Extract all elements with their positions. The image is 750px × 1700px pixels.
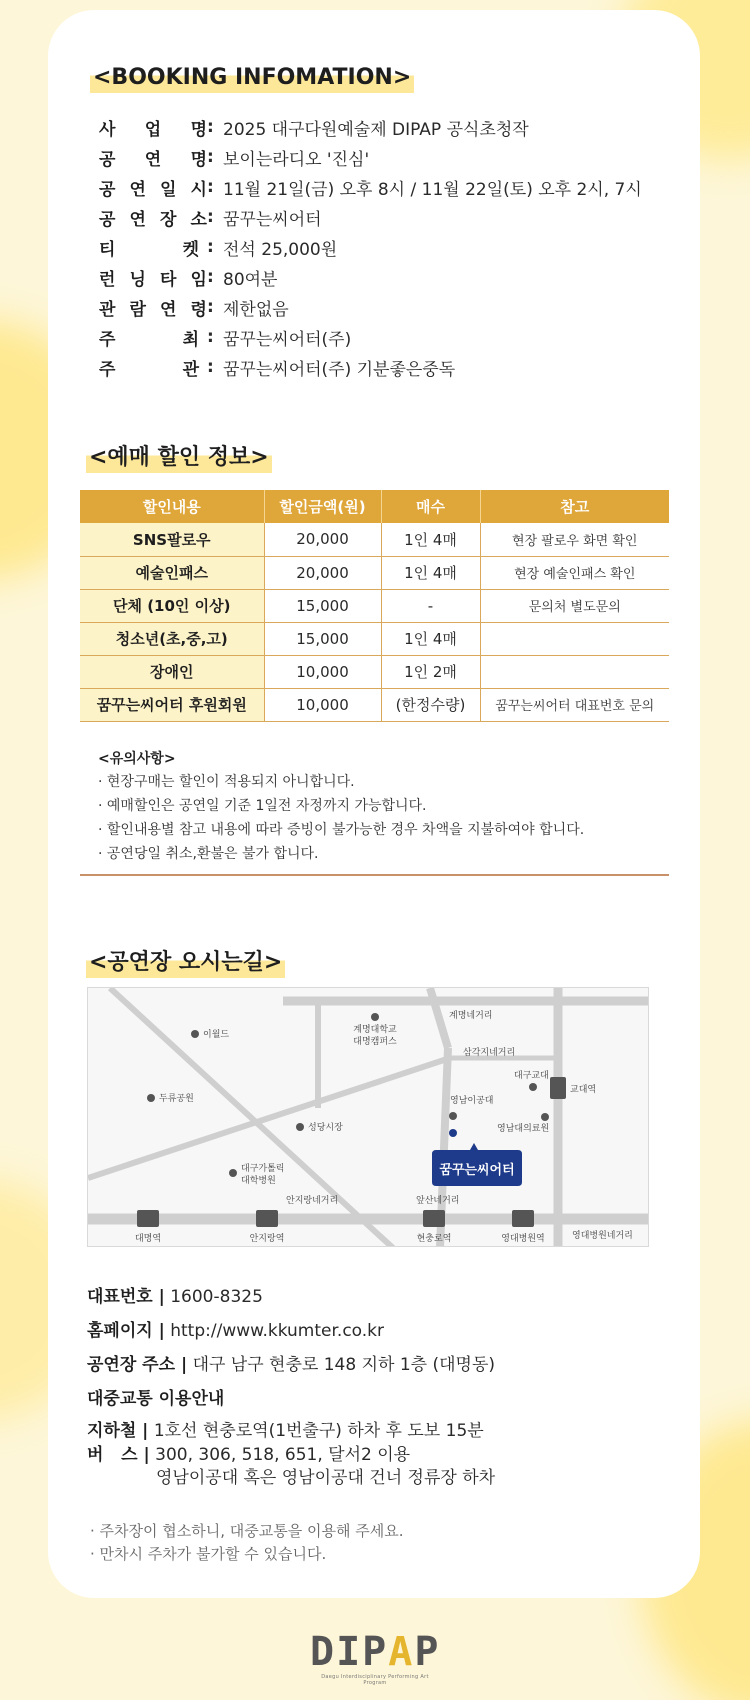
map-label: 대명역 bbox=[134, 1234, 162, 1244]
bus-info-2: 영남이공대 혹은 영남이공대 건너 정류장 하차 bbox=[156, 1468, 496, 1488]
booking-info-value: 11월 21일(금) 오후 8시 / 11월 22일(토) 오후 2시, 7시 bbox=[223, 179, 642, 200]
notice-title: <유의사항> bbox=[98, 751, 176, 767]
table-header: 참고 bbox=[480, 490, 669, 523]
bus-label: 버 스 | bbox=[87, 1445, 150, 1465]
table-row bbox=[80, 556, 669, 589]
homepage-link[interactable]: http://www.kkumter.co.kr bbox=[170, 1321, 385, 1341]
booking-info-value: 전석 25,000원 bbox=[223, 239, 338, 260]
booking-info-row bbox=[99, 322, 642, 352]
poi-dot bbox=[229, 1169, 237, 1177]
booking-info-row bbox=[99, 202, 642, 232]
booking-info-row bbox=[99, 142, 642, 172]
discount-title: <예매 할인 정보> bbox=[86, 443, 272, 473]
map-label: 영남이공대 bbox=[450, 1096, 494, 1106]
table-cell: 문의처 별도문의 bbox=[480, 589, 669, 622]
dipap-logo bbox=[310, 1629, 441, 1686]
poi-dot bbox=[449, 1112, 457, 1120]
table-header: 할인내용 bbox=[80, 490, 264, 523]
table-cell: 꿈꾸는씨어터 대표번호 문의 bbox=[480, 688, 669, 721]
colon: : bbox=[207, 327, 214, 347]
booking-info-row bbox=[99, 352, 642, 382]
venue-dot bbox=[449, 1129, 457, 1137]
table-cell: SNS팔로우 bbox=[80, 523, 264, 556]
address-label: 공연장 주소 | bbox=[87, 1355, 188, 1375]
map-label: 영남대의료원 bbox=[497, 1124, 550, 1134]
booking-info-label: 주 최 bbox=[99, 329, 199, 350]
booking-info-label: 공 연 일 시 bbox=[99, 179, 207, 200]
contact-info bbox=[87, 1280, 495, 1490]
table-cell: 청소년(초,중,고) bbox=[80, 622, 264, 655]
map-label: 대학병원 bbox=[241, 1176, 276, 1186]
bus-line bbox=[87, 1444, 495, 1467]
table-cell: 10,000 bbox=[264, 655, 381, 688]
table-cell: 1인 4매 bbox=[381, 523, 480, 556]
map-label: 삼각지네거리 bbox=[463, 1048, 516, 1058]
table-cell: 현장 팔로우 화면 확인 bbox=[480, 523, 669, 556]
poi-dot bbox=[371, 1013, 379, 1021]
booking-title: <BOOKING INFOMATION> bbox=[90, 63, 414, 93]
table-row bbox=[80, 688, 669, 721]
directions-title: <공연장 오시는길> bbox=[86, 948, 285, 978]
table-cell: 단체 (10인 이상) bbox=[80, 589, 264, 622]
table-row bbox=[80, 523, 669, 556]
booking-info-row bbox=[99, 262, 642, 292]
table-row bbox=[80, 622, 669, 655]
map-label: 계명네거리 bbox=[449, 1011, 493, 1021]
station-marker bbox=[550, 1077, 566, 1099]
map-label: 성당시장 bbox=[308, 1123, 343, 1133]
colon: : bbox=[207, 267, 214, 287]
address-line bbox=[87, 1348, 495, 1382]
subway-info: 1호선 현충로역(1번출구) 하차 후 도보 15분 bbox=[153, 1421, 484, 1441]
bus-info: 300, 306, 518, 651, 달서2 이용 bbox=[155, 1445, 411, 1465]
map-label: 계명대학교 bbox=[353, 1025, 397, 1035]
table-header: 매수 bbox=[381, 490, 480, 523]
notice-item: · 현장구매는 할인이 적용되지 아니합니다. bbox=[98, 774, 355, 790]
logo-text: A bbox=[388, 1629, 415, 1675]
notice-item: · 예매할인은 공연일 기준 1일전 자정까지 가능합니다. bbox=[98, 798, 427, 814]
table-row bbox=[80, 655, 669, 688]
colon: : bbox=[207, 207, 214, 227]
colon: : bbox=[207, 297, 214, 317]
poi-dot bbox=[529, 1083, 537, 1091]
table-cell bbox=[480, 622, 669, 655]
booking-info-row bbox=[99, 232, 642, 262]
table-cell: 1인 4매 bbox=[381, 556, 480, 589]
road bbox=[88, 1058, 450, 1178]
map-label: 대명캠퍼스 bbox=[353, 1037, 397, 1047]
map-label: 영대병원역 bbox=[501, 1234, 545, 1244]
subway-line bbox=[87, 1418, 495, 1444]
map-label: 안지랑역 bbox=[249, 1234, 285, 1244]
table-cell: - bbox=[381, 589, 480, 622]
table-cell: 1인 4매 bbox=[381, 622, 480, 655]
table-header-row bbox=[80, 490, 669, 523]
booking-info-label: 관 람 연 령 bbox=[99, 299, 207, 320]
address: 대구 남구 현충로 148 지하 1층 (대명동) bbox=[192, 1355, 495, 1375]
map-label: 현충로역 bbox=[416, 1234, 452, 1244]
colon: : bbox=[207, 117, 214, 137]
booking-info-value: 2025 대구다원예술제 DIPAP 공식초청작 bbox=[223, 119, 529, 140]
table-cell: 20,000 bbox=[264, 556, 381, 589]
discount-table bbox=[80, 490, 669, 722]
colon: : bbox=[207, 237, 214, 257]
colon: : bbox=[207, 177, 214, 197]
station-marker bbox=[137, 1210, 159, 1227]
map-label: 대구교대 bbox=[514, 1071, 549, 1081]
table-cell: 꿈꾸는씨어터 후원회원 bbox=[80, 688, 264, 721]
booking-info-value: 제한없음 bbox=[223, 299, 289, 320]
map-label: 앞산네거리 bbox=[416, 1196, 460, 1206]
table-cell: 10,000 bbox=[264, 688, 381, 721]
road bbox=[110, 988, 393, 1247]
poi-dot bbox=[296, 1123, 304, 1131]
phone-line bbox=[87, 1280, 495, 1314]
subway-label: 지하철 | bbox=[87, 1421, 149, 1441]
booking-info-label: 사 업 명 bbox=[99, 119, 207, 140]
footnote: · 만차시 주차가 불가할 수 있습니다. bbox=[90, 1545, 327, 1563]
table-cell: 15,000 bbox=[264, 622, 381, 655]
booking-info bbox=[99, 112, 642, 382]
map-label: 이월드 bbox=[203, 1030, 230, 1040]
divider bbox=[80, 874, 669, 876]
table-header: 할인금액(원) bbox=[264, 490, 381, 523]
poi-dot bbox=[541, 1113, 549, 1121]
notice-item: · 공연당일 취소,환불은 불가 합니다. bbox=[98, 846, 319, 862]
table-cell: 현장 예술인패스 확인 bbox=[480, 556, 669, 589]
table-cell: 장애인 bbox=[80, 655, 264, 688]
colon: : bbox=[207, 147, 214, 167]
booking-info-row bbox=[99, 112, 642, 142]
table-cell: 예술인패스 bbox=[80, 556, 264, 589]
booking-info-value: 꿈꾸는씨어터(주) 기분좋은중독 bbox=[223, 359, 456, 380]
booking-info-value: 꿈꾸는씨어터 bbox=[223, 209, 322, 230]
homepage-label: 홈페이지 | bbox=[87, 1321, 165, 1341]
poi-dot bbox=[147, 1094, 155, 1102]
table-cell: 1인 2매 bbox=[381, 655, 480, 688]
homepage-line bbox=[87, 1314, 495, 1348]
info-card bbox=[48, 10, 700, 1598]
phone-number: 1600-8325 bbox=[170, 1287, 263, 1307]
notice-item: · 할인내용별 참고 내용에 따라 증빙이 불가능한 경우 차액을 지불하여야 합니다. bbox=[98, 822, 585, 838]
poi-dot bbox=[191, 1030, 199, 1038]
map-label: 두류공원 bbox=[159, 1094, 194, 1104]
logo-text: DIP bbox=[310, 1629, 389, 1675]
phone-label: 대표번호 | bbox=[87, 1287, 165, 1307]
table-row bbox=[80, 589, 669, 622]
booking-info-row bbox=[99, 172, 642, 202]
booking-info-value: 꿈꾸는씨어터(주) bbox=[223, 329, 352, 350]
location-map bbox=[87, 987, 649, 1247]
map-label: 교대역 bbox=[570, 1085, 597, 1095]
transit-title: 대중교통 이용안내 bbox=[87, 1389, 225, 1409]
station-marker bbox=[423, 1210, 445, 1227]
logo-text: P bbox=[414, 1629, 441, 1675]
map-label: 안지랑네거리 bbox=[286, 1196, 339, 1206]
map-label: 대구가톨릭 bbox=[241, 1164, 285, 1174]
booking-info-label: 주 관 bbox=[99, 359, 199, 380]
table-cell: 15,000 bbox=[264, 589, 381, 622]
booking-info-label: 런 닝 타 임 bbox=[99, 269, 207, 290]
booking-info-row bbox=[99, 292, 642, 322]
station-marker bbox=[512, 1210, 534, 1227]
table-cell: (한정수량) bbox=[381, 688, 480, 721]
booking-info-value: 보이는라디오 '진심' bbox=[223, 149, 370, 170]
booking-info-label: 티 켓 bbox=[99, 239, 199, 260]
colon: : bbox=[207, 357, 214, 377]
footnote: · 주차장이 협소하니, 대중교통을 이용해 주세요. bbox=[90, 1522, 404, 1540]
station-marker bbox=[256, 1210, 278, 1227]
booking-info-label: 공 연 장 소 bbox=[99, 209, 207, 230]
table-cell: 20,000 bbox=[264, 523, 381, 556]
footnotes bbox=[90, 1520, 403, 1566]
notice bbox=[98, 748, 584, 866]
map-label: 영대병원네거리 bbox=[572, 1231, 633, 1241]
logo-subtitle: Daegu Interdisciplinary Performing Art Program bbox=[321, 1674, 429, 1686]
venue-label: 꿈꾸는씨어터 bbox=[439, 1163, 515, 1178]
booking-info-label: 공 연 명 bbox=[99, 149, 207, 170]
table-cell bbox=[480, 655, 669, 688]
booking-info-value: 80여분 bbox=[223, 269, 278, 290]
